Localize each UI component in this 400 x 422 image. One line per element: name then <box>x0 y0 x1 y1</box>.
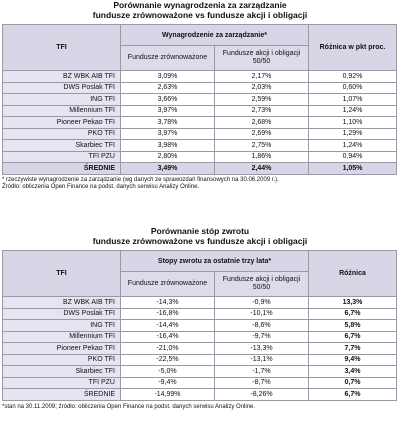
returns-row-tfi: ŚREDNIE <box>3 389 121 401</box>
fee-avg-label: ŚREDNIE <box>3 163 121 175</box>
fee-avg-b: 2,44% <box>215 163 309 175</box>
returns-row-diff: 6,7% <box>309 308 397 320</box>
fee-row <box>3 71 397 83</box>
returns-row-a: -16,8% <box>121 308 215 320</box>
fee-row-a: 3,09% <box>121 71 215 83</box>
fee-row-tfi: DWS Poslak TFI <box>3 82 121 94</box>
returns-row <box>3 320 397 332</box>
fee-row-a: 3,66% <box>121 94 215 106</box>
returns-row-a: -9,4% <box>121 377 215 389</box>
returns-row-b: -0,9% <box>215 297 309 309</box>
fee-row-diff: 0,60% <box>309 82 397 94</box>
returns-row-diff: 5,8% <box>309 320 397 332</box>
returns-table <box>2 250 397 401</box>
fee-col-a: Fundusze zrównoważone <box>121 46 215 71</box>
fee-row-diff: 1,24% <box>309 140 397 152</box>
fee-row <box>3 128 397 140</box>
returns-row-a: -22,5% <box>121 354 215 366</box>
fee-comparison-section <box>0 0 400 191</box>
fee-avg-a: 3,49% <box>121 163 215 175</box>
fee-table <box>2 24 397 175</box>
fee-row-b: 2,69% <box>215 128 309 140</box>
fee-row-diff: 0,92% <box>309 71 397 83</box>
fee-row-diff: 0,94% <box>309 151 397 163</box>
returns-comparison-section <box>0 226 400 411</box>
fee-col-b: Fundusze akcji i obligacji 50/50 <box>215 46 309 71</box>
fee-row-b: 1,86% <box>215 151 309 163</box>
returns-col-tfi: TFI <box>3 251 121 297</box>
returns-row-b: -9,7% <box>215 331 309 343</box>
fee-row <box>3 94 397 106</box>
returns-footnote: *stan na 30.11.2009; źródło: obliczenia Open Finance na podst. danych serwisu Analizy Online. <box>2 403 256 410</box>
returns-row <box>3 343 397 355</box>
fee-col-diff: Różnica w pkt proc. <box>309 25 397 71</box>
fee-row-diff: 1,29% <box>309 128 397 140</box>
fee-row-tfi: Skarbiec TFI <box>3 140 121 152</box>
returns-row-a: -14,3% <box>121 297 215 309</box>
returns-row-a: -21,0% <box>121 343 215 355</box>
fee-row-tfi: TFI PZU <box>3 151 121 163</box>
fee-row-tfi: ING TFI <box>3 94 121 106</box>
returns-col-group: Stopy zwrotu za ostatnie trzy lata* <box>121 251 309 272</box>
fee-row <box>3 140 397 152</box>
fee-title-line2: fundusze zrównoważone vs fundusze akcji i obligacji <box>92 10 308 20</box>
fee-title-line1: Porównanie wynagrodzenia za zarządzanie <box>113 0 287 10</box>
returns-row-b: -13,1% <box>215 354 309 366</box>
returns-row-diff: 13,3% <box>309 297 397 309</box>
returns-col-b: Fundusze akcji i obligacji 50/50 <box>215 272 309 297</box>
returns-row-tfi: DWS Poslak TFI <box>3 308 121 320</box>
returns-row-tfi: BZ WBK AIB TFI <box>3 297 121 309</box>
returns-row-tfi: Millennium TFI <box>3 331 121 343</box>
fee-source: Źródło: obliczenia Open Finance na podst. danych serwisu Analizy Online. <box>2 183 200 190</box>
returns-row-b: -1,7% <box>215 366 309 378</box>
returns-row-diff: 0,7% <box>309 377 397 389</box>
returns-row-a: -14,4% <box>121 320 215 332</box>
fee-row-diff: 1,10% <box>309 117 397 129</box>
fee-row-tfi: BZ WBK AIB TFI <box>3 71 121 83</box>
returns-row-tfi: Pioneer Pekao TFI <box>3 343 121 355</box>
returns-row <box>3 331 397 343</box>
fee-row-b: 2,17% <box>215 71 309 83</box>
returns-title-line2: fundusze zrównoważone vs fundusze akcji i obligacji <box>92 236 308 246</box>
fee-row-b: 2,73% <box>215 105 309 117</box>
returns-row-a: -16,4% <box>121 331 215 343</box>
returns-row-a: -5,0% <box>121 366 215 378</box>
returns-row-tfi: PKO TFI <box>3 354 121 366</box>
fee-row-b: 2,68% <box>215 117 309 129</box>
returns-row <box>3 377 397 389</box>
fee-row-a: 3,98% <box>121 140 215 152</box>
returns-row-b: -8,26% <box>215 389 309 401</box>
fee-col-tfi: TFI <box>3 25 121 71</box>
fee-footnote: * rzeczywiste wynagrodzenie za zarządzanie (wg danych ze sprawozdań finansowych na 30.06.2009 r.). <box>2 176 279 183</box>
fee-row-b: 2,59% <box>215 94 309 106</box>
fee-row-a: 3,97% <box>121 128 215 140</box>
returns-row-diff: 3,4% <box>309 366 397 378</box>
returns-row-b: -8,7% <box>215 377 309 389</box>
fee-row-tfi: PKO TFI <box>3 128 121 140</box>
returns-row-diff: 7,7% <box>309 343 397 355</box>
returns-row <box>3 297 397 309</box>
returns-row-b: -10,1% <box>215 308 309 320</box>
returns-row-diff: 6,7% <box>309 389 397 401</box>
returns-row <box>3 308 397 320</box>
returns-row <box>3 389 397 401</box>
returns-row-tfi: Skarbiec TFI <box>3 366 121 378</box>
fee-row-tfi: Millennium TFI <box>3 105 121 117</box>
fee-row-diff: 1,07% <box>309 94 397 106</box>
returns-row <box>3 354 397 366</box>
fee-row-a: 2,80% <box>121 151 215 163</box>
fee-row <box>3 82 397 94</box>
returns-row-diff: 9,4% <box>309 354 397 366</box>
returns-col-diff: Różnica <box>309 251 397 297</box>
returns-col-a: Fundusze zrównoważone <box>121 272 215 297</box>
fee-col-group: Wynagrodzenie za zarządzanie* <box>121 25 309 46</box>
fee-row-b: 2,03% <box>215 82 309 94</box>
returns-row-tfi: TFI PZU <box>3 377 121 389</box>
returns-row-b: -13,3% <box>215 343 309 355</box>
fee-row <box>3 105 397 117</box>
fee-row-a: 3,78% <box>121 117 215 129</box>
returns-row <box>3 366 397 378</box>
fee-row-b: 2,75% <box>215 140 309 152</box>
returns-row-b: -8,6% <box>215 320 309 332</box>
returns-row-a: -14,99% <box>121 389 215 401</box>
fee-row-tfi: Pioneer Pekao TFI <box>3 117 121 129</box>
fee-row <box>3 117 397 129</box>
fee-row-a: 3,97% <box>121 105 215 117</box>
fee-row <box>3 151 397 163</box>
fee-row-a: 2,63% <box>121 82 215 94</box>
fee-avg-diff: 1,05% <box>309 163 397 175</box>
returns-row-tfi: ING TFI <box>3 320 121 332</box>
returns-title-line1: Porównanie stóp zwrotu <box>150 226 250 236</box>
fee-row-diff: 1,24% <box>309 105 397 117</box>
returns-row-diff: 6,7% <box>309 331 397 343</box>
